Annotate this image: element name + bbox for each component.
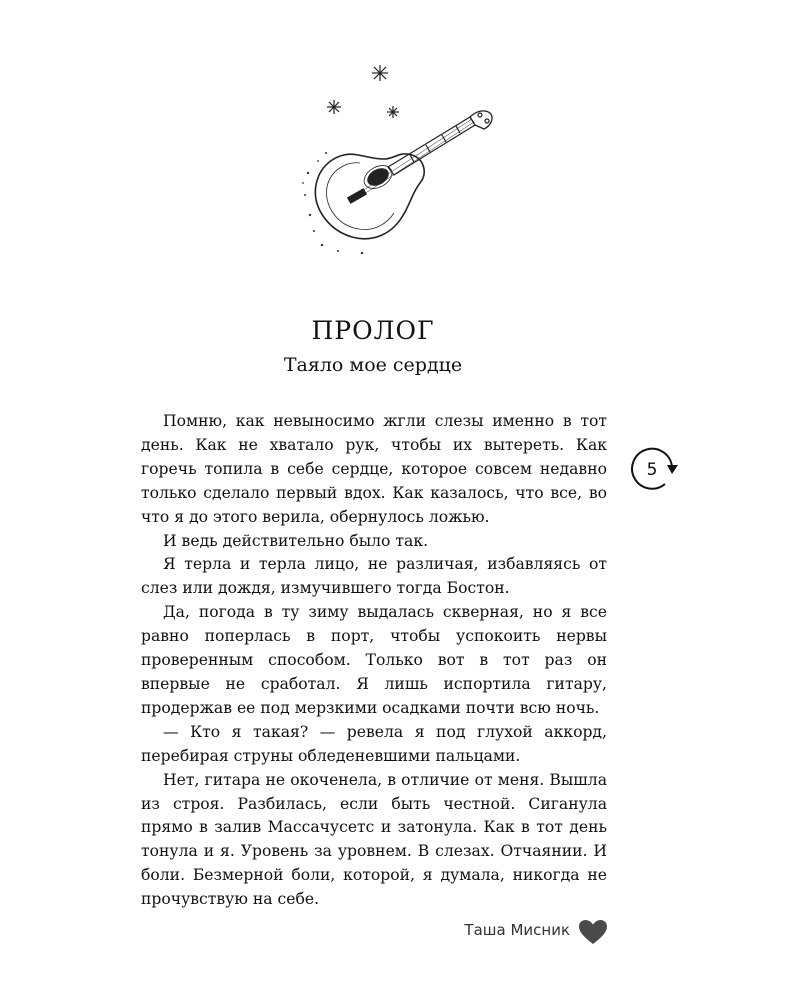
snowflake-icon <box>327 100 341 114</box>
page-number: 5 <box>646 460 658 480</box>
author-name: Таша Мисник <box>464 921 570 939</box>
page-number-badge <box>628 443 682 497</box>
chapter-subtitle: Таяло мое сердце <box>283 354 463 376</box>
paragraph: Да, погода в ту зиму выдалась скверная, но я все равно поперлась в порт, чтобы успокоить нервы проверенным способом. Только вот в тот раз он впервые не сработал. Я лишь испортила гитару, продержав ее под мерзкими осадками почти всю ночь. <box>141 603 607 717</box>
chapter-title: ПРОЛОГ <box>311 316 435 345</box>
paragraph: И ведь действительно было так. <box>163 531 429 550</box>
snowflake-icon <box>372 65 388 81</box>
heart-icon <box>578 919 608 945</box>
paragraph: Помню, как невыносимо жгли слезы именно в тот день. Как не хватало рук, чтобы их вытереть. Как горечь топила в себе сердце, которое совсем недавно только сделало первый вдох. Как казалось, что все, во что я до этого верила, обернулось ложью. <box>141 412 607 526</box>
paragraph: Нет, гитара не окоченела, в отличие от меня. Вышла из строя. Разбилась, если быть честной. Сиганула прямо в залив Массачусетс и затонула. Как в тот день тонула и я. Уровень за уровнем. В слезах. Отчаянии. И боли. Безмерной боли, которой, я думала, никогда не прочувствую на себе. <box>141 770 607 909</box>
body-text <box>141 410 607 912</box>
guitar-with-snowflakes-icon <box>300 55 500 265</box>
snowflake-icon <box>387 106 399 118</box>
paragraph: Я терла и терла лицо, не различая, избавляясь от слез или дождя, измучившего тогда Бостон. <box>141 555 607 598</box>
paragraph: — Кто я такая? — ревела я под глухой аккорд, перебирая струны обледеневшими пальцами. <box>141 722 607 765</box>
page-footer <box>440 916 610 948</box>
